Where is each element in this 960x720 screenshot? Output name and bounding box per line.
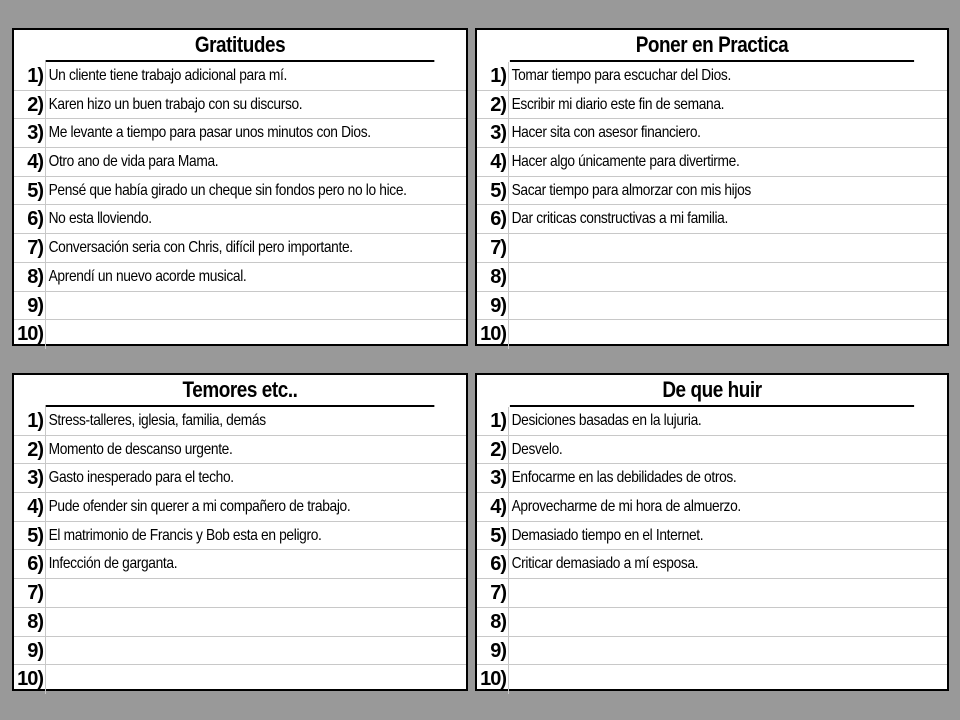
item-text: No esta lloviendo. (48, 210, 152, 228)
item-number: 5) (14, 522, 46, 550)
panel-poner-en-practica (475, 28, 949, 346)
item-number: 7) (477, 579, 509, 607)
item-number: 3) (477, 464, 509, 492)
item-text: Hacer sita con asesor financiero. (511, 124, 701, 142)
panel-rows (14, 407, 466, 694)
item-text (509, 292, 886, 320)
item-number: 3) (14, 464, 46, 492)
item-number: 5) (14, 177, 46, 205)
item-text: Desvelo. (511, 440, 563, 458)
item-text (509, 637, 886, 665)
list-item (477, 177, 947, 206)
list-item (14, 579, 466, 608)
list-item (477, 579, 947, 608)
item-text: Desiciones basadas en la lujuria. (511, 412, 702, 429)
item-number: 4) (477, 148, 509, 176)
item-number: 10) (477, 665, 509, 694)
list-item (14, 91, 466, 120)
item-number: 5) (477, 522, 509, 550)
list-item (477, 119, 947, 148)
item-number: 6) (477, 550, 509, 578)
list-item (14, 637, 466, 666)
item-number: 2) (477, 436, 509, 464)
item-number: 1) (14, 62, 46, 90)
item-number: 10) (14, 320, 46, 349)
item-text: Conversación seria con Chris, difícil pero importante. (48, 239, 353, 257)
list-item (477, 62, 947, 91)
list-item (477, 608, 947, 637)
item-number: 8) (14, 608, 46, 636)
list-item (14, 407, 466, 436)
panel-title: Temores etc.. (46, 375, 435, 407)
item-text: Aprendí un nuevo acorde musical. (48, 267, 247, 285)
item-text: Dar criticas constructivas a mi familia. (511, 210, 728, 228)
item-number: 3) (477, 119, 509, 147)
item-text: Stress-talleres, iglesia, familia, demás (48, 412, 266, 429)
panel-title: Poner en Practica (510, 30, 914, 62)
item-text: Gasto inesperado para el techo. (48, 469, 234, 487)
list-item (14, 320, 466, 349)
item-number: 2) (477, 91, 509, 119)
list-item (477, 292, 947, 321)
item-number: 9) (477, 637, 509, 665)
panel-de-que-huir (475, 373, 949, 691)
list-item (14, 493, 466, 522)
item-number: 9) (14, 637, 46, 665)
list-item (14, 62, 466, 91)
list-item (477, 493, 947, 522)
list-item (477, 436, 947, 465)
item-text (46, 579, 407, 607)
item-text: Sacar tiempo para almorzar con mis hijos (511, 181, 751, 199)
panel-rows (477, 62, 947, 349)
item-text: Criticar demasiado a mí esposa. (511, 555, 699, 573)
item-number: 6) (14, 550, 46, 578)
list-item (477, 263, 947, 292)
list-item (14, 234, 466, 263)
item-number: 1) (14, 407, 46, 435)
item-text: Otro ano de vida para Mama. (48, 153, 219, 171)
list-item (14, 436, 466, 465)
item-number: 6) (477, 205, 509, 233)
item-number: 4) (14, 148, 46, 176)
list-item (477, 665, 947, 694)
item-number: 9) (477, 292, 509, 320)
list-item (477, 320, 947, 349)
list-item (14, 205, 466, 234)
list-item (14, 148, 466, 177)
item-number: 7) (477, 234, 509, 262)
panel-temores (12, 373, 468, 691)
panel-title: De que huir (510, 375, 914, 407)
item-text: Pensé que había girado un cheque sin fondos pero no lo hice. (48, 181, 407, 199)
item-number: 1) (477, 62, 509, 90)
list-item (477, 148, 947, 177)
item-number: 5) (477, 177, 509, 205)
panel-title: Gratitudes (46, 30, 435, 62)
item-number: 10) (477, 320, 509, 349)
list-item (477, 522, 947, 551)
item-text: Un cliente tiene trabajo adicional para mí. (48, 67, 287, 84)
item-text (46, 320, 407, 349)
item-text: Demasiado tiempo en el Internet. (511, 526, 704, 544)
list-item (477, 91, 947, 120)
panel-rows (14, 62, 466, 349)
item-number: 8) (14, 263, 46, 291)
list-item (477, 407, 947, 436)
item-text (509, 579, 886, 607)
item-number: 8) (477, 263, 509, 291)
list-item (14, 177, 466, 206)
list-item (477, 234, 947, 263)
item-text: Me levante a tiempo para pasar unos minutos con Dios. (48, 124, 371, 142)
item-text: Enfocarme en las debilidades de otros. (511, 469, 737, 487)
item-text: Aprovecharme de mi hora de almuerzo. (511, 498, 741, 516)
item-number: 4) (14, 493, 46, 521)
item-text: Tomar tiempo para escuchar del Dios. (511, 67, 731, 84)
list-item (14, 608, 466, 637)
item-text (509, 263, 886, 291)
panel-rows (477, 407, 947, 694)
item-text: El matrimonio de Francis y Bob esta en peligro. (48, 526, 322, 544)
list-item (477, 637, 947, 666)
list-item (14, 665, 466, 694)
list-item (14, 119, 466, 148)
item-number: 6) (14, 205, 46, 233)
item-number: 7) (14, 234, 46, 262)
item-text: Hacer algo únicamente para divertirme. (511, 153, 740, 171)
item-text (46, 665, 407, 694)
item-number: 4) (477, 493, 509, 521)
item-number: 1) (477, 407, 509, 435)
item-number: 10) (14, 665, 46, 694)
list-item (14, 263, 466, 292)
item-text (46, 637, 407, 665)
list-item (14, 292, 466, 321)
item-number: 7) (14, 579, 46, 607)
item-text: Escribir mi diario este fin de semana. (511, 95, 725, 113)
item-number: 8) (477, 608, 509, 636)
item-text: Karen hizo un buen trabajo con su discurso. (48, 95, 303, 113)
item-text (46, 608, 407, 636)
list-item (477, 550, 947, 579)
list-item (14, 522, 466, 551)
item-number: 2) (14, 436, 46, 464)
panel-gratitudes (12, 28, 468, 346)
list-item (14, 550, 466, 579)
item-number: 3) (14, 119, 46, 147)
list-item (477, 205, 947, 234)
item-text (509, 234, 886, 262)
item-text: Pude ofender sin querer a mi compañero de trabajo. (48, 498, 351, 516)
item-text (509, 320, 886, 349)
list-item (477, 464, 947, 493)
item-text (46, 292, 407, 320)
item-number: 2) (14, 91, 46, 119)
item-text: Infección de garganta. (48, 555, 178, 573)
item-number: 9) (14, 292, 46, 320)
item-text (509, 608, 886, 636)
item-text (509, 665, 886, 694)
item-text: Momento de descanso urgente. (48, 440, 233, 458)
list-item (14, 464, 466, 493)
